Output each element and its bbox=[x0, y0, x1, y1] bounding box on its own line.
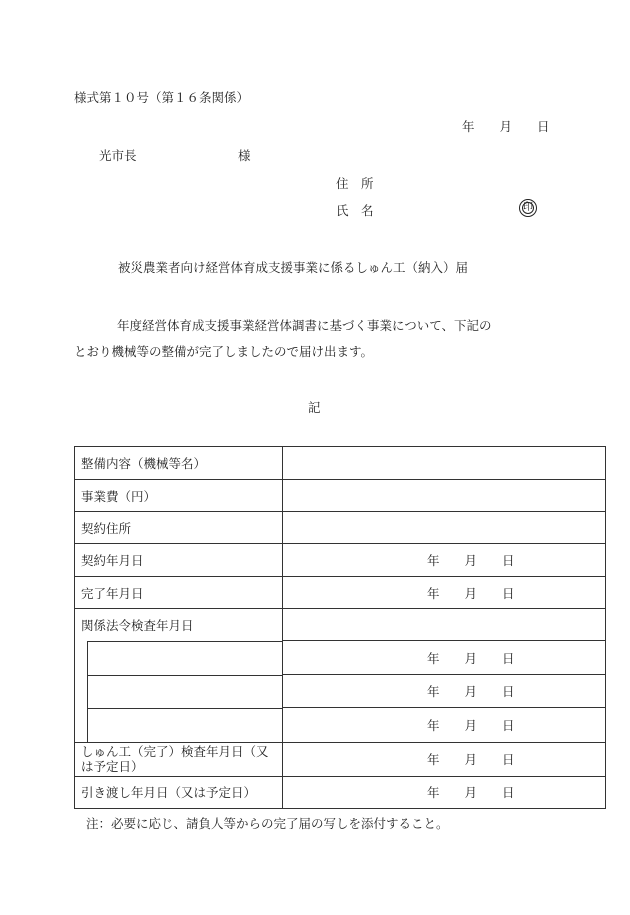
row-label: しゅん工（完了）検査年月日（又は予定日） bbox=[75, 742, 283, 776]
paragraph-line-1: 年度経営体育成支援事業経営体調書に基づく事業について、下記の bbox=[92, 318, 492, 333]
table-row bbox=[75, 776, 606, 808]
row-value[interactable] bbox=[283, 577, 606, 609]
date-placeholder: 年 月 日 bbox=[427, 717, 515, 733]
addressee-honorific: 様 bbox=[238, 148, 251, 163]
sub-row-label bbox=[75, 675, 283, 708]
row-value[interactable] bbox=[283, 609, 606, 641]
table-row bbox=[75, 512, 606, 544]
paragraph-line-2: とおり機械等の整備が完了しましたので届け出ます。 bbox=[74, 344, 374, 359]
row-value[interactable] bbox=[283, 544, 606, 577]
date-placeholder: 年 月 日 bbox=[427, 553, 515, 568]
seal-icon: 印 bbox=[519, 199, 537, 217]
table-row bbox=[75, 480, 606, 512]
row-value[interactable] bbox=[283, 641, 606, 675]
details-table bbox=[74, 446, 606, 809]
row-value[interactable] bbox=[283, 480, 606, 512]
table-row bbox=[75, 742, 606, 776]
table-row bbox=[75, 577, 606, 609]
row-label: 契約年月日 bbox=[75, 544, 283, 577]
row-label: 契約住所 bbox=[75, 512, 283, 544]
date-placeholder: 年 月 日 bbox=[427, 585, 515, 601]
date-line: 年 月 日 bbox=[462, 119, 550, 134]
row-value[interactable] bbox=[283, 512, 606, 544]
table-row bbox=[75, 675, 606, 708]
row-label: 引き渡し年月日（又は予定日） bbox=[75, 776, 283, 808]
sub-row-label bbox=[75, 641, 283, 675]
table-row bbox=[75, 708, 606, 743]
row-label: 整備内容（機械等名） bbox=[75, 447, 283, 480]
table-row bbox=[75, 641, 606, 675]
row-value[interactable] bbox=[283, 675, 606, 708]
date-placeholder: 年 月 日 bbox=[427, 684, 515, 699]
date-placeholder: 年 月 日 bbox=[427, 752, 515, 767]
date-placeholder: 年 月 日 bbox=[427, 650, 515, 666]
addressee: 光市長 bbox=[99, 148, 137, 163]
footnote: 注：必要に応じ、請負人等からの完了届の写しを添付すること。 bbox=[86, 816, 449, 831]
table-row bbox=[75, 544, 606, 577]
row-value[interactable] bbox=[283, 742, 606, 776]
row-value[interactable] bbox=[283, 708, 606, 743]
address-label: 住 所 bbox=[336, 176, 374, 191]
table-row bbox=[75, 609, 606, 641]
name-label: 氏 名 bbox=[336, 203, 374, 218]
row-label: 関係法令検査年月日 bbox=[75, 609, 283, 641]
table-row bbox=[75, 447, 606, 480]
row-value[interactable] bbox=[283, 447, 606, 480]
ki-heading: 記 bbox=[308, 400, 321, 415]
form-number: 様式第１０号（第１６条関係） bbox=[74, 90, 250, 105]
row-label: 事業費（円） bbox=[75, 480, 283, 512]
date-placeholder: 年 月 日 bbox=[427, 785, 515, 800]
row-label: 完了年月日 bbox=[75, 577, 283, 609]
document-title: 被災農業者向け経営体育成支援事業に係るしゅん工（納入）届 bbox=[118, 260, 469, 275]
row-value[interactable] bbox=[283, 776, 606, 808]
sub-row-label bbox=[75, 708, 283, 743]
